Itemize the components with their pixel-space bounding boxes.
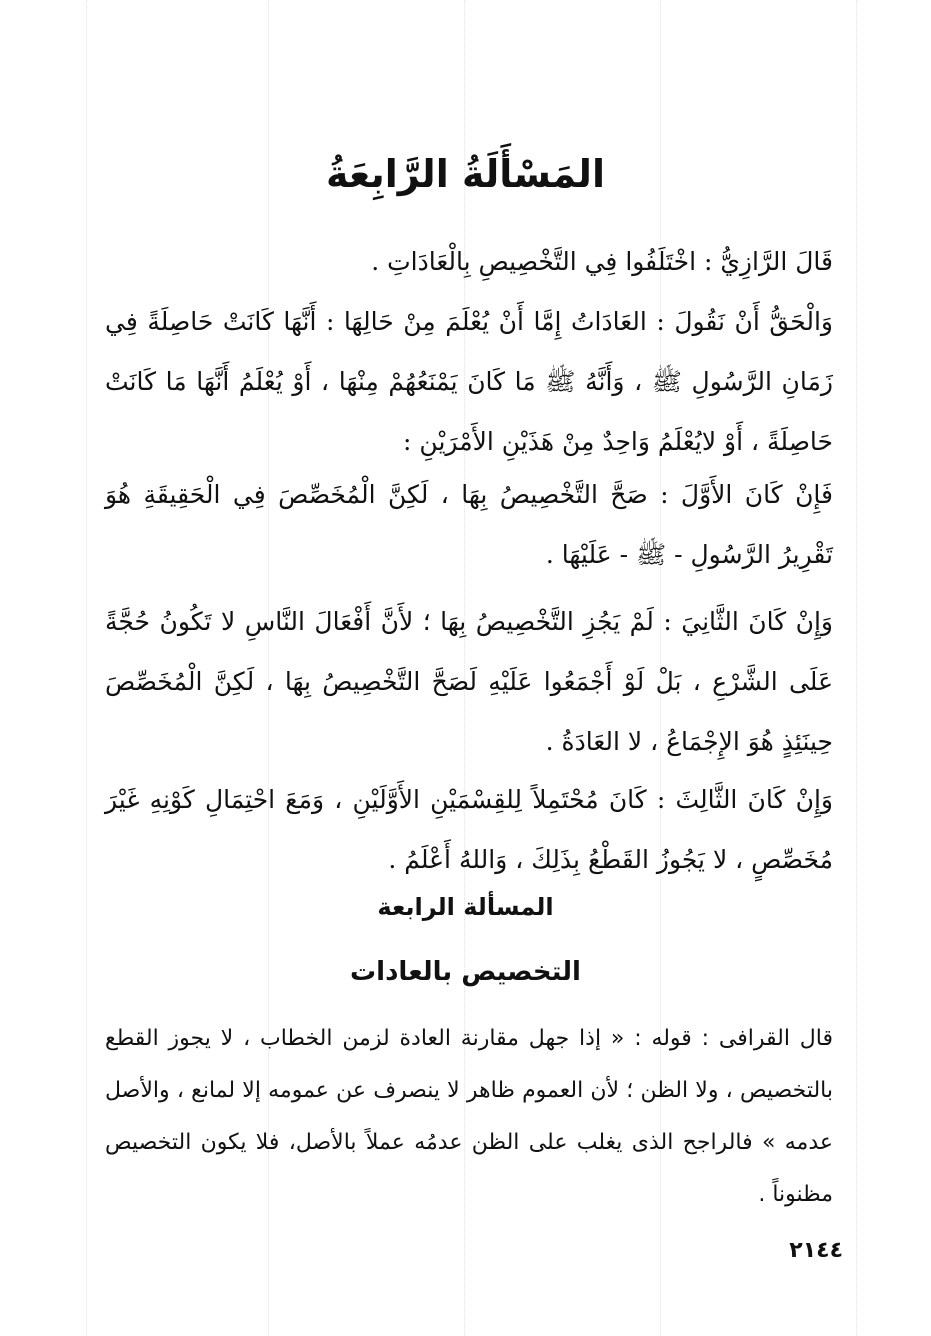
- main-heading: المَسْأَلَةُ الرَّابِعَةُ: [326, 152, 605, 196]
- page-number: ٢١٤٤: [789, 1238, 843, 1263]
- scan-guide-line: [856, 0, 857, 1336]
- paragraph-third-case: وَإِنْ كَانَ الثَّالِثَ : كَانَ مُحْتَمِلاً لِلقِسْمَيْنِ الأَوَّلَيْنِ ، وَمَعَ احْتِمَالِ كَوْنِهِ غَيْرَ مُخَصِّصٍ ، لا يَجُوزُ القَطْعُ بِذَلِكَ ، وَاللهُ أَعْلَمُ .: [105, 785, 833, 874]
- paragraph-second-case: وَإِنْ كَانَ الثَّانِيَ : لَمْ يَجُزِ التَّخْصِيصُ بِهَا ؛ لأَنَّ أَفْعَالَ النَّاسِ لا تَكُونُ حُجَّةً عَلَى الشَّرْعِ ، بَلْ لَوْ أَجْمَعُوا عَلَيْهِ لَصَحَّ التَّخْصِيصُ بِهَا ، لَكِنَّ الْمُخَصِّصَ حِينَئِذٍ هُوَ الإِجْمَاعُ ، لا العَادَةُ .: [105, 607, 833, 756]
- section-heading: المسألة الرابعة: [377, 893, 554, 921]
- scan-guide-line: [86, 0, 87, 1336]
- paragraph-first-case: فَإِنْ كَانَ الأَوَّلَ : صَحَّ التَّخْصِيصُ بِهَا ، لَكِنَّ الْمُخَصِّصَ فِي الْحَقِيقَةِ هُوَ تَقْرِيرُ الرَّسُولِ - ﷺ - عَلَيْهَا .: [105, 480, 833, 569]
- section-subheading: التخصيص بالعادات: [350, 957, 581, 987]
- paragraph-qarafi-commentary: قال القرافى : قوله : « إذا جهل مقارنة العادة لزمن الخطاب ، لا يجوز القطع بالتخصيص ، ولا الظن ؛ لأن العموم ظاهر لا ينصرف عن عمومه إلا لمانع ، والأصل عدمه » فالراجح الذى يغلب على الظن عدمُه عملاً بالأصل، فلا يكون التخصيص مظنوناً .: [105, 1026, 833, 1207]
- paragraph-razi-intro: قَالَ الرَّازِيُّ : اخْتَلَفُوا فِي التَّخْصِيصِ بِالْعَادَاتِ .: [371, 247, 833, 276]
- paragraph-truth-statement: وَالْحَقُّ أَنْ نَقُولَ : العَادَاتُ إِمَّا أَنْ يُعْلَمَ مِنْ حَالِهَا : أَنَّهَا كَانَتْ حَاصِلَةً فِي زَمَانِ الرَّسُولِ ﷺ ، وَأَنَّهُ ﷺ مَا كَانَ يَمْنَعُهُمْ مِنْهَا ، أَوْ يُعْلَمُ أَنَّهَا مَا كَانَتْ حَاصِلَةً ، أَوْ لايُعْلَمُ وَاحِدٌ مِنْ هَذَيْنِ الأَمْرَيْنِ :: [105, 307, 833, 456]
